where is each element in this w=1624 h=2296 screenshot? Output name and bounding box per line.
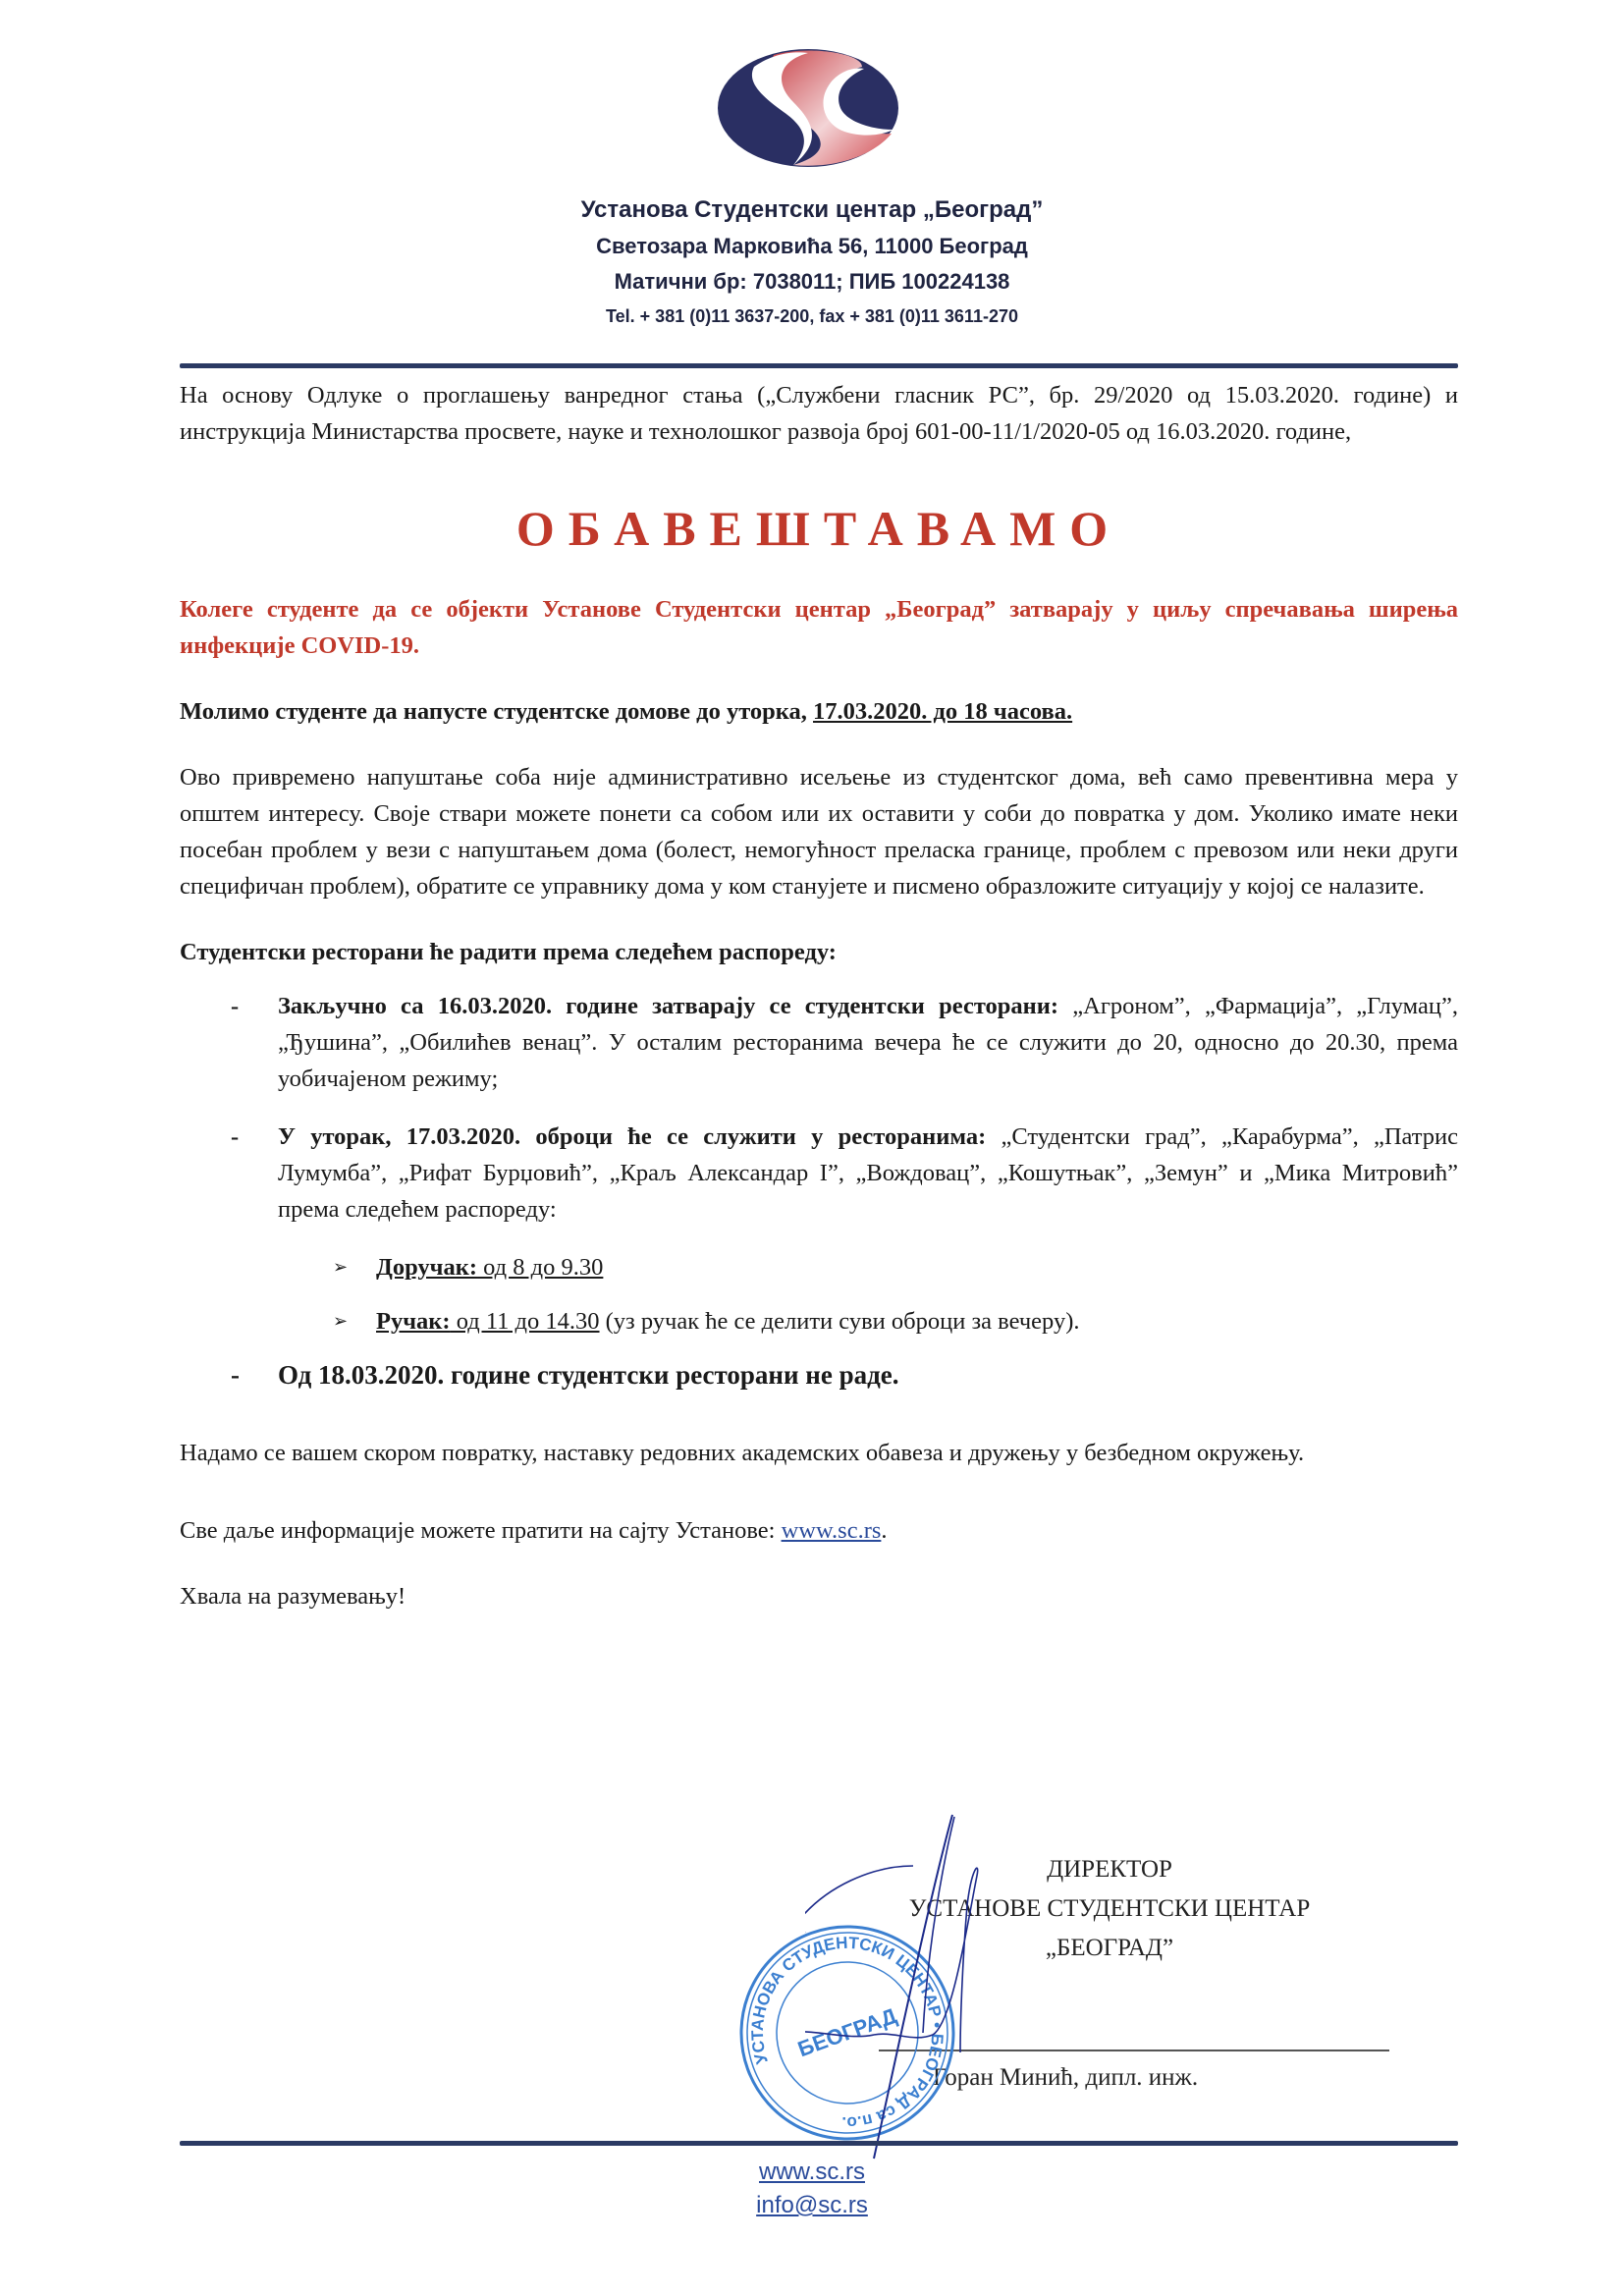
letter-body: [180, 377, 1458, 1614]
dash-bullet-icon: -: [231, 993, 240, 1019]
meal-item-lunch: [180, 1303, 1458, 1339]
arrow-bullet-icon: ➢: [333, 1257, 349, 1277]
headline: ОБАВЕШТАВАМО: [515, 501, 1122, 556]
footer-website: [0, 2159, 1624, 2186]
footer-email-link[interactable]: info@sc.rs: [756, 2192, 868, 2218]
more-info-text: Све даље информације можете пратити на сајту Установе:: [180, 1517, 782, 1544]
org-contact: Tel. + 381 (0)11 3637-200, fax + 381 (0)11 3611-270: [606, 306, 1018, 326]
schedule-list-final: [180, 1357, 1458, 1394]
schedule-heading: Студентски ресторани ће радити према следећем распореду:: [180, 939, 837, 965]
schedule-item-bold: Закључно са 16.03.2020. године затварају се студентски ресторани:: [278, 993, 1059, 1019]
stamp-center-text: БЕОГРАД: [794, 2002, 900, 2062]
signatory-city: „БЕОГРАД”: [1045, 1935, 1174, 1961]
footer-email: [0, 2192, 1624, 2219]
meal-time: од 11 до 14.30: [450, 1308, 600, 1335]
explanation-paragraph: Ово привремено напуштање соба није административно исељење из студентског дома, већ само превентивна мера у општем интересу. Своје ствари можете понети са собом или их оставити у соби до повратка у дом. Уколико имате неки посебан проблем у вези с напуштањем дома (болест, немогућност преласка границе, проблем с превозом или неки други специфичан проблем), обратите се управнику дома у ком станујете и писмено образложите ситуацију у којој се налазите.: [180, 764, 1458, 900]
meal-label: Ручак:: [376, 1308, 451, 1335]
meal-note: (уз ручак ће се делити суви оброци за вечеру).: [599, 1308, 1080, 1335]
meal-item-breakfast: [180, 1249, 1458, 1285]
leave-request-text: Молимо студенте да напусте студентске домове до уторка,: [180, 698, 814, 725]
signatory-org: УСТАНОВЕ СТУДЕНТСКИ ЦЕНТАР: [908, 1895, 1311, 1922]
website-link[interactable]: www.sc.rs: [781, 1517, 882, 1544]
leave-deadline: 17.03.2020. до 18 часова.: [813, 698, 1073, 725]
stamp-ring-text: УСТАНОВА СТУДЕНТСКИ ЦЕНТАР • БЕОГРАД са п.о.: [747, 1933, 947, 2133]
dash-bullet-icon: -: [231, 1123, 240, 1150]
meal-label: Доручак:: [376, 1254, 478, 1281]
leave-request: [180, 693, 1458, 730]
meal-list: [180, 1249, 1458, 1339]
schedule-item-text: „Студентски град”, „Карабурма”, „Патрис Лумумба”, „Рифат Бурџовић”, „Краљ Александар I”, „Вождовац”, „Кошутњак”, „Земун” и „Мика Митровић” према следећем распореду:: [278, 1123, 1459, 1223]
signatory-title: ДИРЕКТОР: [1047, 1856, 1172, 1883]
signatory-name: Горан Минић, дипл. инж.: [933, 2064, 1199, 2091]
dash-bullet-icon: -: [231, 1360, 240, 1390]
hope-paragraph: Надамо се вашем скором повратку, наставку редовних академских обавеза и дружењу у безбедном окружењу.: [180, 1440, 1305, 1466]
org-name: Установа Студентски центар „Београд”: [580, 196, 1044, 223]
more-info-suffix: .: [881, 1517, 888, 1544]
schedule-item-bold: Од 18.03.2020. године студентски ресторани не раде.: [278, 1360, 899, 1390]
schedule-list: [180, 988, 1458, 1228]
closure-notice: Колеге студенте да се објекти Установе Студентски центар „Београд” затварају у циљу спречавања ширења инфекције COVID-19.: [180, 596, 1458, 659]
schedule-item: [180, 1119, 1458, 1228]
footer-divider: [180, 2141, 1458, 2146]
more-info-paragraph: [180, 1512, 1458, 1549]
schedule-item: [180, 988, 1458, 1097]
header-divider: [180, 363, 1458, 368]
schedule-item-bold: У уторак, 17.03.2020. оброци ће се служити у ресторанима:: [278, 1123, 987, 1150]
meal-time: од 8 до 9.30: [477, 1254, 604, 1281]
intro-paragraph: На основу Одлуке о проглашењу ванредног стања („Службени гласник РС”, бр. 29/2020 од 15.03.2020. године) и инструкција Министарства просвете, науке и технолошког развоја број 601-00-11/1/2020-05 од 16.03.2020. године,: [180, 382, 1458, 445]
arrow-bullet-icon: ➢: [333, 1311, 349, 1331]
sc-logo-icon: [715, 47, 901, 170]
thanks-paragraph: Хвала на разумевању!: [180, 1583, 406, 1610]
org-address: Светозара Марковића 56, 11000 Београд: [596, 234, 1028, 258]
footer-website-link[interactable]: www.sc.rs: [759, 2159, 865, 2185]
schedule-item-text: „Агроном”, „Фармација”, „Глумац”, „Ђушина”, „Обилићев венац”. У осталим ресторанима вечера ће се служити до 20, односно до 20.30, према уобичајеном режиму;: [278, 993, 1458, 1092]
handwritten-signature-icon: [805, 1807, 1080, 2160]
schedule-item: [180, 1357, 1458, 1394]
org-ids: Матични бр: 7038011; ПИБ 100224138: [614, 269, 1010, 294]
